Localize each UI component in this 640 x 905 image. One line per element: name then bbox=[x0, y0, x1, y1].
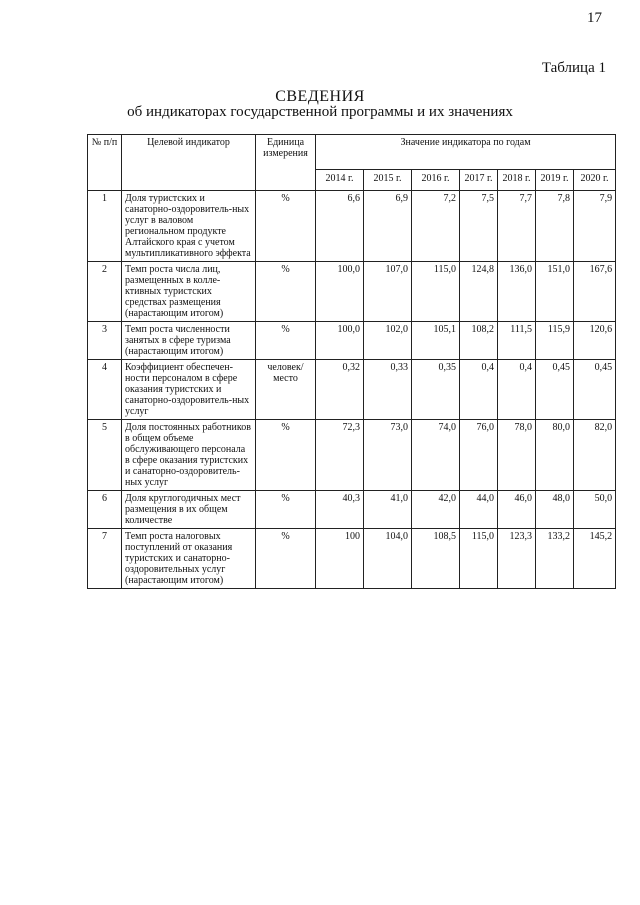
value-cell: 123,3 bbox=[498, 529, 536, 589]
year-header: 2018 г. bbox=[498, 170, 536, 191]
indicator-name: Доля круглогодичных мест размещения в их общем количестве bbox=[122, 491, 256, 529]
title-text: СВЕДЕНИЯ bbox=[275, 88, 365, 105]
value-cell: 7,5 bbox=[460, 191, 498, 262]
unit-cell: % bbox=[256, 420, 316, 491]
indicator-name: Доля туристских и санаторно-оздоровитель-ных услуг в валовом региональном продукте Алтайского края с учетом мультипликативного эффекта bbox=[122, 191, 256, 262]
year-header: 2015 г. bbox=[364, 170, 412, 191]
value-cell: 111,5 bbox=[498, 322, 536, 360]
year-header: 2020 г. bbox=[574, 170, 616, 191]
value-cell: 124,8 bbox=[460, 262, 498, 322]
year-header: 2019 г. bbox=[536, 170, 574, 191]
document-subtitle: об индикаторах государственной программы и их значениях bbox=[127, 104, 513, 120]
value-cell: 0,35 bbox=[412, 360, 460, 420]
unit-cell: % bbox=[256, 322, 316, 360]
year-header: 2017 г. bbox=[460, 170, 498, 191]
header-indicator: Целевой индикатор bbox=[122, 135, 256, 191]
value-cell: 7,9 bbox=[574, 191, 616, 262]
value-cell: 48,0 bbox=[536, 491, 574, 529]
row-number: 2 bbox=[88, 262, 122, 322]
indicator-name: Темп роста налоговых поступлений от оказания туристских и санаторно-оздоровительных услуг (нарастающим итогом) bbox=[122, 529, 256, 589]
value-cell: 73,0 bbox=[364, 420, 412, 491]
value-cell: 7,7 bbox=[498, 191, 536, 262]
row-number: 7 bbox=[88, 529, 122, 589]
value-cell: 72,3 bbox=[316, 420, 364, 491]
value-cell: 133,2 bbox=[536, 529, 574, 589]
header-unit: Единица измерения bbox=[256, 135, 316, 191]
value-cell: 115,9 bbox=[536, 322, 574, 360]
row-number: 5 bbox=[88, 420, 122, 491]
indicator-name: Темп роста числа лиц, размещенных в колле-ктивных туристских средствах размещения (нарастающим итогом) bbox=[122, 262, 256, 322]
value-cell: 115,0 bbox=[412, 262, 460, 322]
table-row bbox=[88, 420, 616, 491]
value-cell: 136,0 bbox=[498, 262, 536, 322]
row-number: 1 bbox=[88, 191, 122, 262]
value-cell: 108,2 bbox=[460, 322, 498, 360]
value-cell: 41,0 bbox=[364, 491, 412, 529]
value-cell: 6,6 bbox=[316, 191, 364, 262]
header-num: № п/п bbox=[88, 135, 122, 191]
year-header: 2016 г. bbox=[412, 170, 460, 191]
table-row bbox=[88, 360, 616, 420]
value-cell: 145,2 bbox=[574, 529, 616, 589]
value-cell: 80,0 bbox=[536, 420, 574, 491]
unit-cell: человек/ место bbox=[256, 360, 316, 420]
value-cell: 107,0 bbox=[364, 262, 412, 322]
value-cell: 0,4 bbox=[498, 360, 536, 420]
indicators-table bbox=[87, 134, 616, 589]
unit-cell: % bbox=[256, 491, 316, 529]
value-cell: 108,5 bbox=[412, 529, 460, 589]
indicator-name: Доля постоянных работников в общем объеме обслуживающего персонала в сфере оказания туристских и санаторно-оздоровитель-ных услуг bbox=[122, 420, 256, 491]
value-cell: 104,0 bbox=[364, 529, 412, 589]
value-cell: 74,0 bbox=[412, 420, 460, 491]
unit-cell: % bbox=[256, 191, 316, 262]
table-row bbox=[88, 262, 616, 322]
value-cell: 7,2 bbox=[412, 191, 460, 262]
value-cell: 0,4 bbox=[460, 360, 498, 420]
value-cell: 6,9 bbox=[364, 191, 412, 262]
row-number: 4 bbox=[88, 360, 122, 420]
row-number: 3 bbox=[88, 322, 122, 360]
value-cell: 42,0 bbox=[412, 491, 460, 529]
indicator-name: Коэффициент обеспечен-ности персоналом в сфере оказания туристских и санаторно-оздоровитель-ных услуг bbox=[122, 360, 256, 420]
value-cell: 44,0 bbox=[460, 491, 498, 529]
value-cell: 76,0 bbox=[460, 420, 498, 491]
value-cell: 167,6 bbox=[574, 262, 616, 322]
table-row bbox=[88, 491, 616, 529]
value-cell: 115,0 bbox=[460, 529, 498, 589]
unit-cell: % bbox=[256, 529, 316, 589]
document-title bbox=[0, 88, 640, 105]
value-cell: 0,32 bbox=[316, 360, 364, 420]
value-cell: 0,45 bbox=[536, 360, 574, 420]
value-cell: 105,1 bbox=[412, 322, 460, 360]
year-header: 2014 г. bbox=[316, 170, 364, 191]
table-row bbox=[88, 191, 616, 262]
value-cell: 82,0 bbox=[574, 420, 616, 491]
value-cell: 50,0 bbox=[574, 491, 616, 529]
value-cell: 46,0 bbox=[498, 491, 536, 529]
unit-cell: % bbox=[256, 262, 316, 322]
table-row bbox=[88, 529, 616, 589]
value-cell: 0,45 bbox=[574, 360, 616, 420]
header-values: Значение индикатора по годам bbox=[316, 135, 616, 170]
row-number: 6 bbox=[88, 491, 122, 529]
value-cell: 78,0 bbox=[498, 420, 536, 491]
value-cell: 100,0 bbox=[316, 262, 364, 322]
indicator-name: Темп роста численности занятых в сфере туризма (нарастающим итогом) bbox=[122, 322, 256, 360]
value-cell: 102,0 bbox=[364, 322, 412, 360]
value-cell: 151,0 bbox=[536, 262, 574, 322]
value-cell: 120,6 bbox=[574, 322, 616, 360]
value-cell: 0,33 bbox=[364, 360, 412, 420]
value-cell: 100 bbox=[316, 529, 364, 589]
value-cell: 100,0 bbox=[316, 322, 364, 360]
value-cell: 7,8 bbox=[536, 191, 574, 262]
table-label: Таблица 1 bbox=[541, 60, 606, 76]
page-number: 17 bbox=[587, 10, 602, 26]
value-cell: 40,3 bbox=[316, 491, 364, 529]
table-row bbox=[88, 322, 616, 360]
